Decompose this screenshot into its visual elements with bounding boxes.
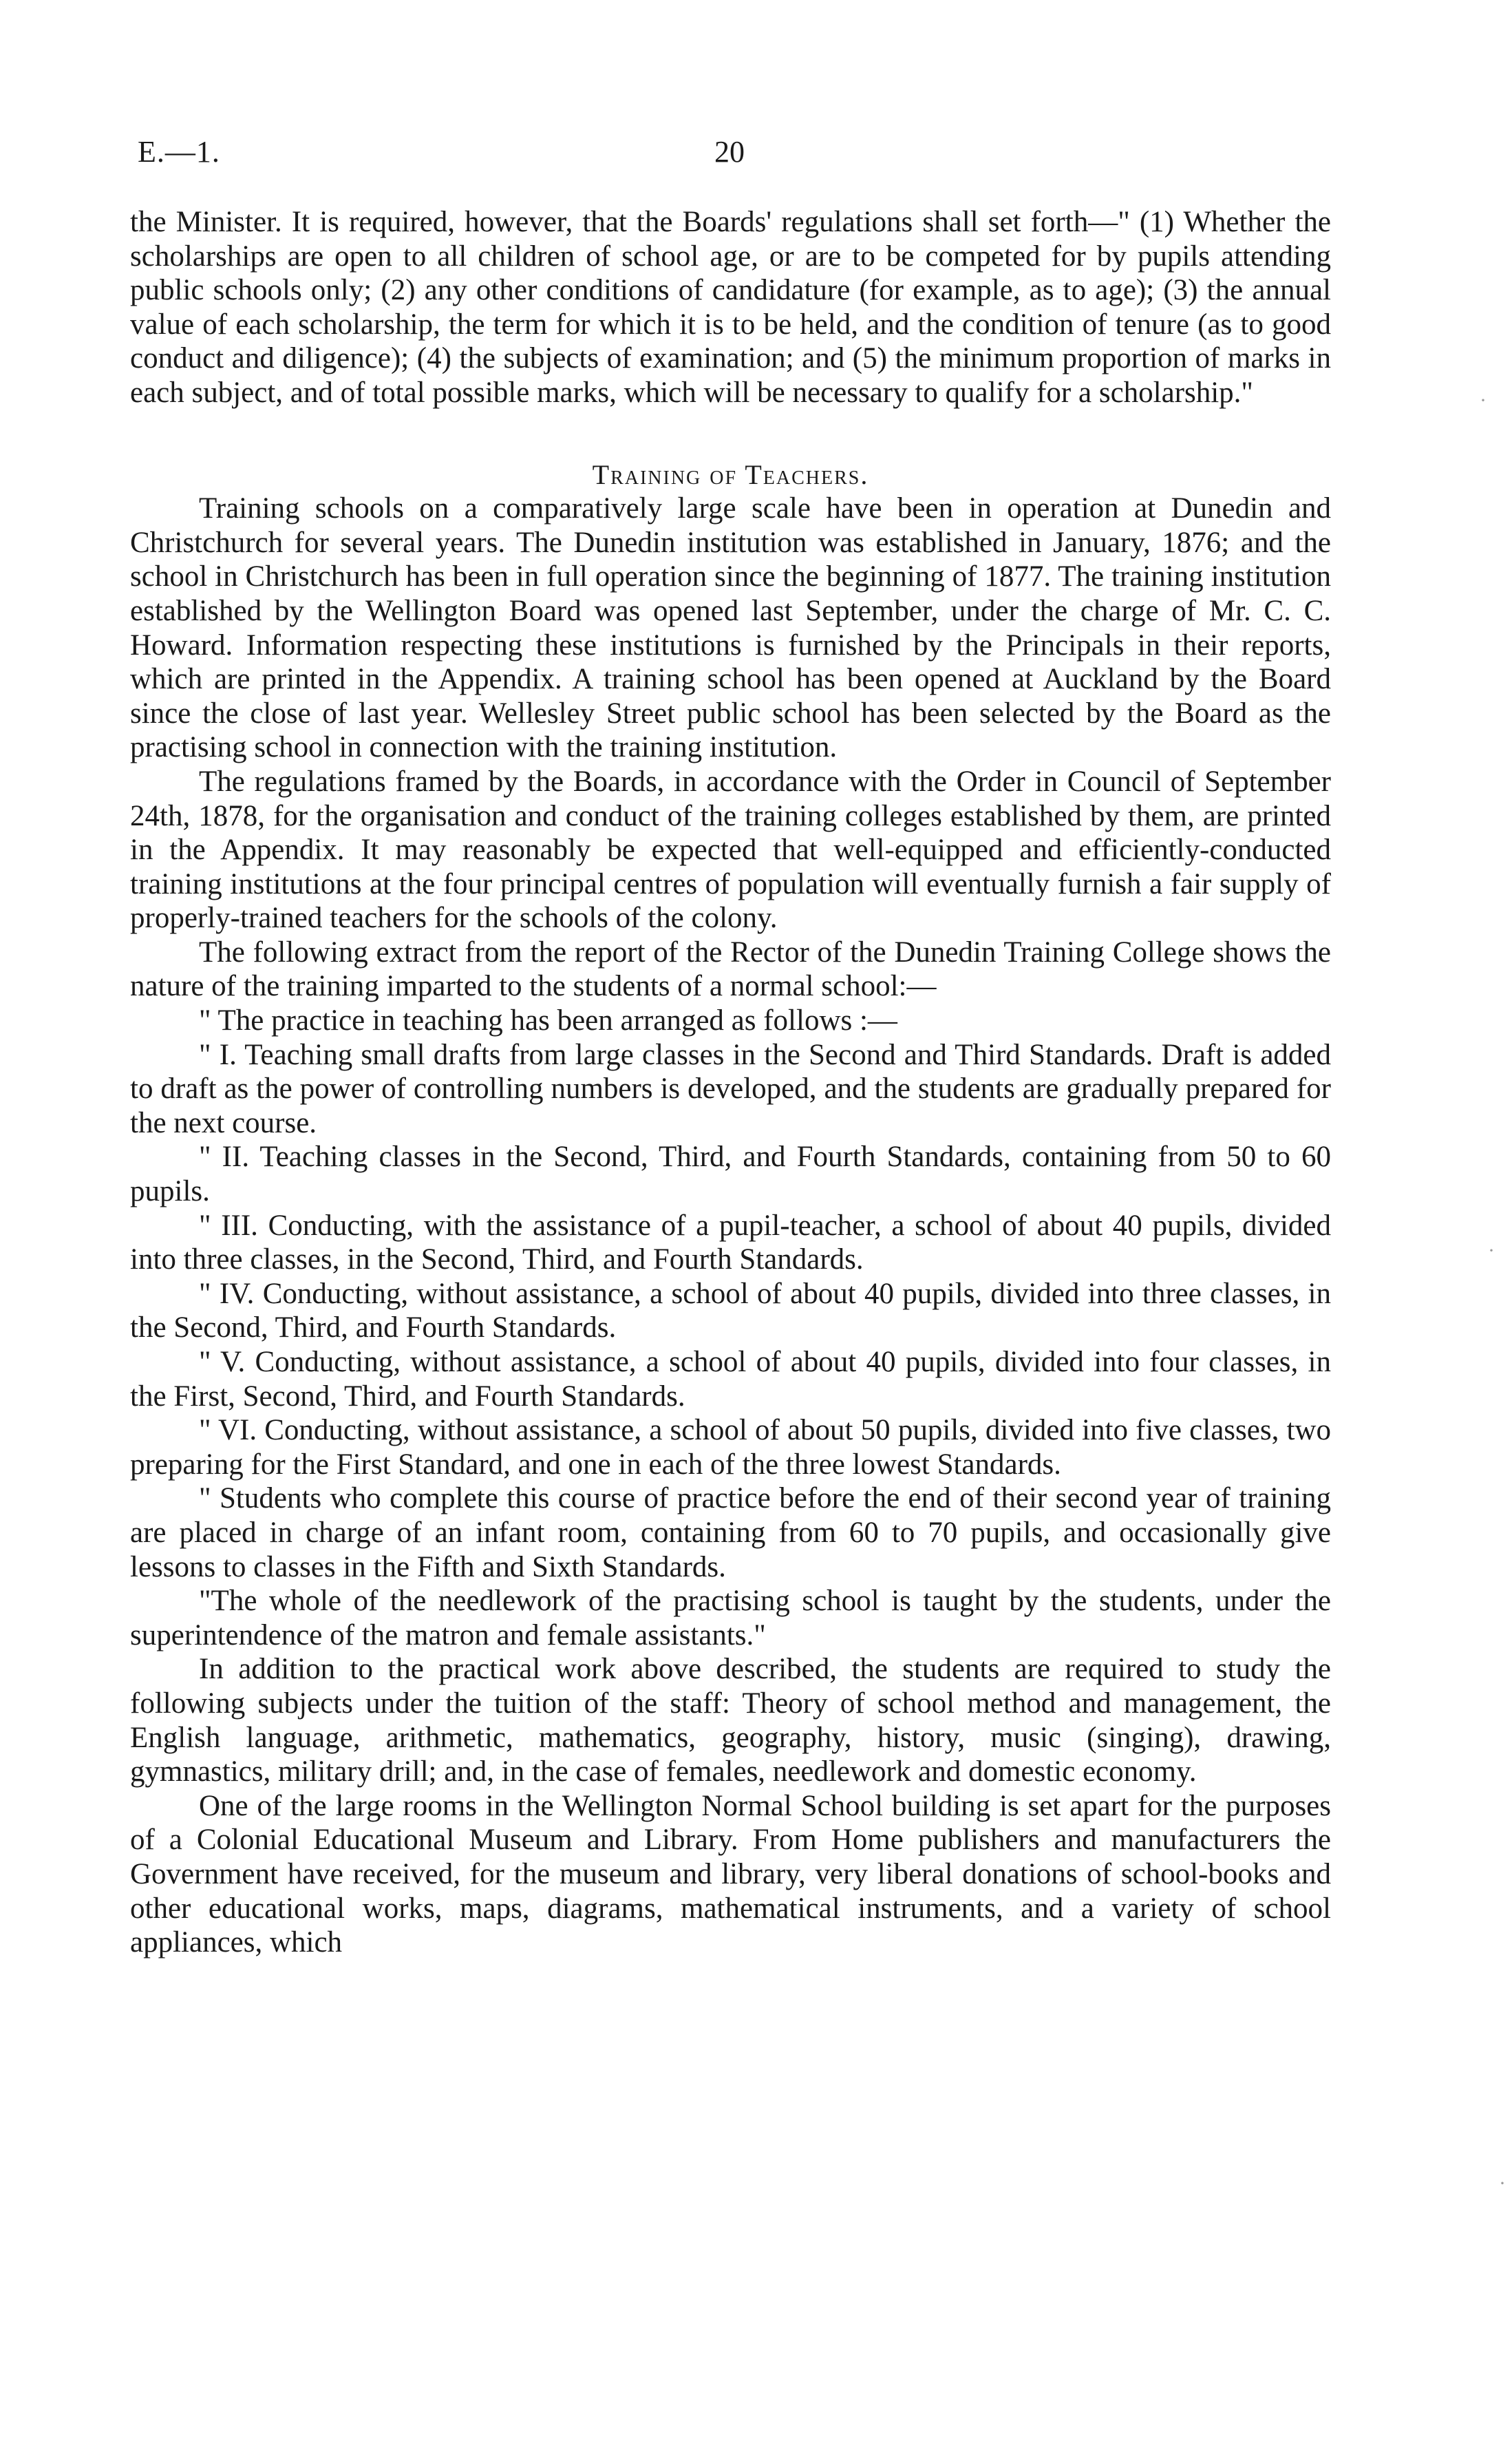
section-heading-training-of-teachers: Training of Teachers.: [592, 458, 869, 490]
page-number: 20: [714, 135, 745, 169]
paragraph-practice-arranged: " The practice in teaching has been arranged as follows :—: [199, 1004, 897, 1037]
paragraph-extract-intro: The following extract from the report of the Rector of the Dunedin Training College shows the nature of the training imparted to the students of a normal school:—: [130, 936, 1331, 1003]
paragraph-course-iii: " III. Conducting, with the assistance of a pupil-teacher, a school of about 40 pupils, divided into three classes, in the Second, Third, and Fourth Standards.: [130, 1209, 1331, 1276]
scan-speck: ·: [1480, 389, 1487, 412]
paragraph-course-i: " I. Teaching small drafts from large classes in the Second and Third Standards. Draft is added to draft as the power of controlling numbers is developed, and the students are gradually prepared for the next course.: [130, 1038, 1331, 1139]
paragraph-scholarship-continued: the Minister. It is required, however, that the Boards' regulations shall set forth—" (1) Whether the scholarships are open to all children of school age, or are to be competed for by pupils attending public schools only; (2) any other conditions of candidature (for example, as to age); (3) the annual value of each scholarship, the term for which it is to be held, and the condition of tenure (as to good conduct and diligence); (4) the subjects of examination; and (5) the minimum proportion of marks in each subject, and of total possible marks, which will be necessary to qualify for a scholarship.": [130, 206, 1331, 409]
paragraph-course-vi: " VI. Conducting, without assistance, a school of about 50 pupils, divided into five classes, two preparing for the First Standard, and one in each of the three lowest Standards.: [130, 1414, 1331, 1481]
scan-speck: ·: [1488, 1239, 1495, 1262]
page-body: [130, 205, 1331, 1960]
paragraph-infant-room: " Students who complete this course of practice before the end of their second year of training are placed in charge of an infant room, containing from 60 to 70 pupils, and occasionally give lessons to classes in the Fifth and Sixth Standards.: [130, 1482, 1331, 1583]
paragraph-subjects-of-study: In addition to the practical work above described, the students are required to study the following subjects under the tuition of the staff: Theory of school method and management, the English language, arithmetic, mathematics, geography, history, music (singing), drawing, gymnastics, military drill; and, in the case of females, needlework and domestic economy.: [130, 1653, 1331, 1788]
paragraph-museum-library: One of the large rooms in the Wellington Normal School building is set apart for the purposes of a Colonial Educational Museum and Library. From Home publishers and manufacturers the Government have received, for the museum and library, very liberal donations of school-books and other educational works, maps, diagrams, mathematical instruments, and a variety of school appliances, which: [130, 1789, 1331, 1959]
paragraph-course-iv: " IV. Conducting, without assistance, a school of about 40 pupils, divided into three classes, in the Second, Third, and Fourth Standards.: [130, 1277, 1331, 1344]
scan-speck: ·: [1499, 2172, 1506, 2195]
paragraph-training-schools: Training schools on a comparatively large scale have been in operation at Dunedin and Christchurch for several years. The Dunedin institution was established in January, 1876; and the school in Christchurch has been in full operation since the beginning of 1877. The training institution established by the Wellington Board was opened last September, under the charge of Mr. C. C. Howard. Information respecting these institutions is furnished by the Principals in their reports, which are printed in the Appendix. A training school has been opened at Auckland by the Board since the close of last year. Wellesley Street public school has been selected by the Board as the practising school in connection with the training institution.: [130, 492, 1331, 764]
paragraph-course-ii: " II. Teaching classes in the Second, Third, and Fourth Standards, containing from 50 to 60 pupils.: [130, 1141, 1331, 1208]
paragraph-regulations: The regulations framed by the Boards, in accordance with the Order in Council of September 24th, 1878, for the organisation and conduct of the training colleges established by them, are printed in the Appendix. It may reasonably be expected that well-equipped and efficiently-conducted training institutions at the four principal centres of population will eventually furnish a fair supply of properly-trained teachers for the schools of the colony.: [130, 765, 1331, 935]
paragraph-course-v: " V. Conducting, without assistance, a school of about 40 pupils, divided into four classes, in the First, Second, Third, and Fourth Standards.: [130, 1346, 1331, 1413]
document-reference: E.—1.: [138, 135, 220, 169]
paragraph-needlework: "The whole of the needlework of the practising school is taught by the students, under the superintendence of the matron and female assistants.": [130, 1585, 1331, 1651]
